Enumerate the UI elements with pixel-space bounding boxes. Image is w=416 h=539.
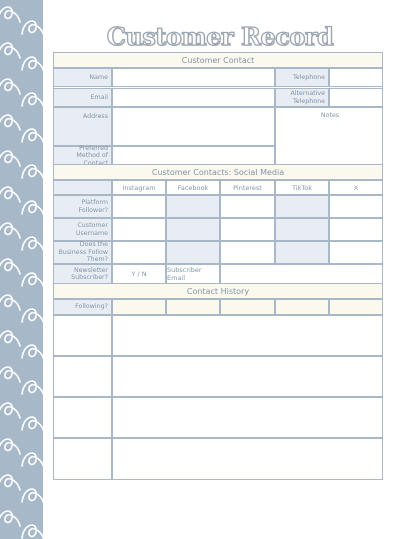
username-instagram[interactable] bbox=[112, 218, 166, 241]
business-follow-label: Does the Business Follow Them? bbox=[53, 241, 112, 264]
history-date-1[interactable] bbox=[53, 315, 112, 356]
follower-pinterest[interactable] bbox=[220, 195, 275, 218]
preferred-method-field[interactable] bbox=[112, 146, 275, 166]
bizfollow-x[interactable] bbox=[329, 241, 383, 264]
platform-facebook: Facebook bbox=[166, 180, 220, 195]
section-header-contact: Customer Contact bbox=[53, 52, 383, 68]
username-facebook[interactable] bbox=[166, 218, 220, 241]
follower-facebook[interactable] bbox=[166, 195, 220, 218]
name-label: Name bbox=[53, 68, 112, 87]
address-field[interactable] bbox=[112, 107, 275, 146]
history-date-4[interactable] bbox=[53, 438, 112, 480]
platform-tiktok: TikTok bbox=[275, 180, 329, 195]
history-notes-2[interactable] bbox=[112, 356, 383, 397]
following-label: Following? bbox=[53, 299, 112, 315]
following-col-2[interactable] bbox=[166, 299, 220, 315]
following-col-1[interactable] bbox=[112, 299, 166, 315]
preferred-method-label: Preferred Method of bbox=[53, 146, 112, 166]
history-date-2[interactable] bbox=[53, 356, 112, 397]
history-notes-1[interactable] bbox=[112, 315, 383, 356]
username-x[interactable] bbox=[329, 218, 383, 241]
name-field[interactable] bbox=[112, 68, 275, 87]
bizfollow-instagram[interactable] bbox=[112, 241, 166, 264]
platform-instagram: Instagram bbox=[112, 180, 166, 195]
following-col-4[interactable] bbox=[275, 299, 329, 315]
bizfollow-facebook[interactable] bbox=[166, 241, 220, 264]
newsletter-label: Newsletter Subscriber? bbox=[53, 264, 112, 284]
history-date-3[interactable] bbox=[53, 397, 112, 438]
customer-username-label: Customer Username bbox=[53, 218, 112, 241]
newsletter-yes-no[interactable]: Y / N bbox=[112, 264, 166, 284]
follower-instagram[interactable] bbox=[112, 195, 166, 218]
subscriber-email-field[interactable] bbox=[220, 264, 383, 284]
bizfollow-tiktok[interactable] bbox=[275, 241, 329, 264]
username-tiktok[interactable] bbox=[275, 218, 329, 241]
platform-pinterest: Pinterest bbox=[220, 180, 275, 195]
page-title: Customer Record bbox=[106, 22, 334, 51]
history-notes-3[interactable] bbox=[112, 397, 383, 438]
telephone-label: Telephone bbox=[275, 68, 329, 87]
following-col-5[interactable] bbox=[329, 299, 383, 315]
alt-telephone-field[interactable] bbox=[329, 88, 383, 107]
email-label: Email bbox=[53, 88, 112, 107]
subscriber-email-label: Subscriber Email bbox=[166, 264, 220, 284]
username-pinterest[interactable] bbox=[220, 218, 275, 241]
platform-follower-label: Platform Follower? bbox=[53, 195, 112, 218]
section-header-history: Contact History bbox=[53, 283, 383, 299]
email-field[interactable] bbox=[112, 88, 275, 107]
section-header-social: Customer Contacts: Social Media bbox=[53, 164, 383, 180]
following-col-3[interactable] bbox=[220, 299, 275, 315]
bizfollow-pinterest[interactable] bbox=[220, 241, 275, 264]
follower-tiktok[interactable] bbox=[275, 195, 329, 218]
platform-x: X bbox=[329, 180, 383, 195]
address-label: Address bbox=[53, 107, 112, 146]
platform-corner-cell bbox=[53, 180, 112, 195]
follower-x[interactable] bbox=[329, 195, 383, 218]
telephone-field[interactable] bbox=[329, 68, 383, 87]
alt-telephone-label: Alternative Telephone bbox=[275, 88, 329, 107]
notes-label: Notes bbox=[320, 112, 340, 119]
history-notes-4[interactable] bbox=[112, 438, 383, 480]
